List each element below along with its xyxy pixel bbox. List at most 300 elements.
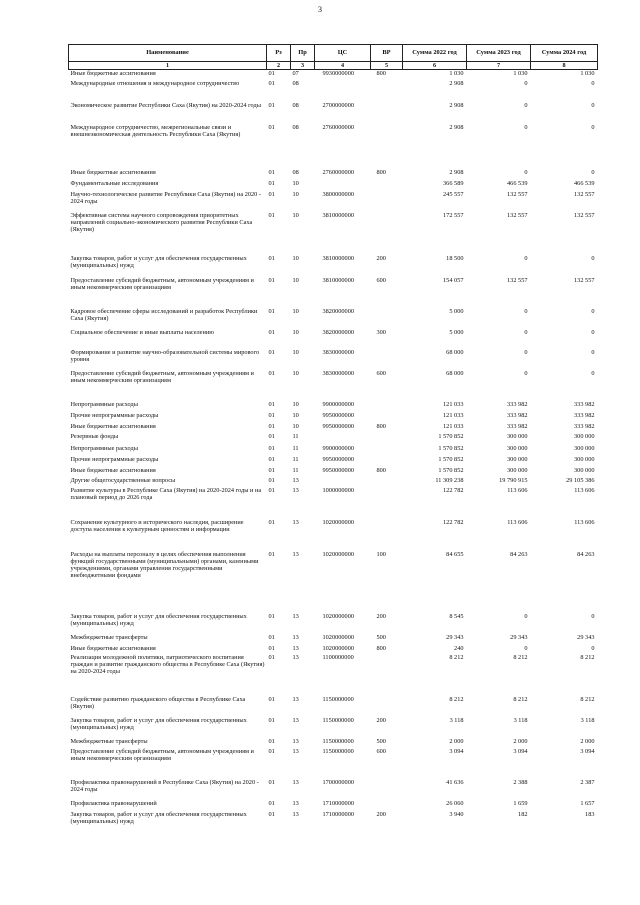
cell-name: Эффективная система научного сопровождения приоритетных направлений социально-экономического развития Республики Саха (Якутия) <box>70 211 253 234</box>
cell-sum-2024: 8 212 <box>580 695 595 703</box>
header-pr: Пр <box>291 45 315 62</box>
cell-rz: 01 <box>268 123 275 131</box>
cell-vr <box>371 412 403 423</box>
table-row <box>69 212 598 255</box>
cell-rz: 01 <box>268 695 275 703</box>
cell-cs: 1150000000 <box>322 695 354 703</box>
cell-sum-2024: 0 <box>591 328 595 336</box>
cell-sum-2023: 0 <box>524 612 528 620</box>
cell-rz: 01 <box>268 716 275 724</box>
cell-name: Предоставление субсидий бюджетным, автономным учреждениям и иным некоммерческим организациям <box>70 276 254 291</box>
cell-rz: 01 <box>268 737 275 745</box>
cell-pr: 13 <box>292 799 299 807</box>
cell-sum-2022: 3 118 <box>449 716 464 724</box>
cell-name: Непрограммные расходы <box>70 444 138 452</box>
cell-sum-2024: 333 982 <box>574 400 595 408</box>
cell-sum-2024: 0 <box>591 612 595 620</box>
cell-sum-2024: 132 557 <box>574 276 595 284</box>
cell-name: Экономическое развитие Республики Саха (Якутия) на 2020-2024 годы <box>70 101 261 109</box>
cell-name: Развитие культуры в Республике Саха (Якутия) на 2020-2024 годы и на плановый период до 2026 года <box>70 486 262 501</box>
cell-sum-2023: 0 <box>524 348 528 356</box>
cell-name: Закупка товаров, работ и услуг для обеспечения государственных (муниципальных) нужд <box>70 716 247 731</box>
table-body <box>69 70 598 831</box>
cell-pr: 13 <box>292 612 299 620</box>
cell-sum-2024: 0 <box>591 369 595 377</box>
cell-sum-2024: 132 557 <box>574 190 595 198</box>
cell-cs: 1020000000 <box>322 612 354 620</box>
cell-sum-2022: 2 000 <box>449 737 464 745</box>
cell-name: Фундаментальные исследования <box>70 179 159 187</box>
cell-sum-2023: 1 030 <box>513 70 528 78</box>
cell-rz: 01 <box>268 747 275 755</box>
header-rz: Рз <box>267 45 291 62</box>
column-number: 8 <box>531 62 598 70</box>
cell-pr: 10 <box>292 179 299 187</box>
cell-vr: 800 <box>376 466 386 474</box>
cell-sum-2023: 19 790 915 <box>499 476 528 484</box>
cell-vr: 200 <box>376 810 386 818</box>
table-row <box>69 634 598 645</box>
cell-cs: 1150000000 <box>322 737 354 745</box>
table-row <box>69 717 598 738</box>
cell-sum-2023: 2 000 <box>513 737 528 745</box>
cell-cs: 9930000000 <box>322 70 354 78</box>
cell-rz: 01 <box>268 486 275 494</box>
cell-pr: 08 <box>292 168 299 176</box>
cell-sum-2023: 0 <box>524 79 528 87</box>
cell-sum-2023: 3 118 <box>513 716 528 724</box>
cell-sum-2024: 333 982 <box>574 422 595 430</box>
cell-name: Реализация молодежной политики, патриотического воспитания граждан и развитие гражданского общества в Республике Саха (Якутия) на 2020-2024 годы <box>70 653 265 676</box>
cell-cs: 3810000000 <box>322 254 354 262</box>
cell-cs: 3810000000 <box>322 211 354 219</box>
cell-sum-2024: 3 118 <box>580 716 595 724</box>
cell-sum-2023: 300 000 <box>507 466 528 474</box>
cell-pr: 13 <box>292 486 299 494</box>
cell-name: Прочие непрограммные расходы <box>70 411 159 419</box>
cell-rz: 01 <box>268 466 275 474</box>
cell-rz: 01 <box>268 168 275 176</box>
cell-sum-2023: 113 606 <box>507 518 528 526</box>
cell-vr <box>371 779 403 800</box>
table-row <box>69 370 598 401</box>
cell-rz: 01 <box>268 179 275 187</box>
cell-sum-2023: 8 212 <box>513 653 528 661</box>
cell-vr: 800 <box>376 422 386 430</box>
cell-cs: 1020000000 <box>322 644 354 652</box>
cell-rz: 01 <box>268 653 275 661</box>
table-row <box>69 423 598 433</box>
cell-pr: 10 <box>292 328 299 336</box>
cell-vr <box>371 433 403 445</box>
cell-rz: 01 <box>268 432 275 440</box>
cell-vr <box>371 477 403 487</box>
cell-rz: 01 <box>268 518 275 526</box>
cell-vr: 200 <box>376 716 386 724</box>
cell-sum-2024: 183 <box>585 810 595 818</box>
cell-sum-2022: 5 000 <box>449 307 464 315</box>
column-number: 4 <box>315 62 371 70</box>
cell-name: Закупка товаров, работ и услуг для обеспечения государственных (муниципальных) нужд <box>70 612 247 627</box>
cell-rz: 01 <box>268 79 275 87</box>
cell-pr: 13 <box>292 810 299 818</box>
cell-name: Иные бюджетные ассигнования <box>70 70 156 78</box>
cell-vr <box>371 445 403 456</box>
cell-sum-2022: 2 908 <box>449 101 464 109</box>
cell-pr: 13 <box>292 644 299 652</box>
cell-cs: 3800000000 <box>322 190 354 198</box>
cell-sum-2022: 2 908 <box>449 79 464 87</box>
cell-cs: 9950000000 <box>322 466 354 474</box>
cell-vr: 200 <box>376 254 386 262</box>
cell-pr: 11 <box>292 455 299 463</box>
cell-sum-2022: 1 030 <box>449 70 464 78</box>
table-row <box>69 70 598 80</box>
cell-cs: 1020000000 <box>322 633 354 641</box>
table-row <box>69 811 598 831</box>
table-row <box>69 169 598 180</box>
column-number: 5 <box>371 62 403 70</box>
cell-name: Иные бюджетные ассигнования <box>70 168 156 176</box>
cell-sum-2023: 0 <box>524 254 528 262</box>
cell-sum-2024: 466 539 <box>574 179 595 187</box>
cell-pr: 07 <box>292 70 299 78</box>
cell-name: Иные бюджетные ассигнования <box>70 466 156 474</box>
cell-sum-2022: 5 000 <box>449 328 464 336</box>
cell-name: Профилактика правонарушений в Республике Саха (Якутия) на 2020 - 2024 годы <box>70 778 259 793</box>
cell-name: Иные бюджетные ассигнования <box>70 644 156 652</box>
cell-sum-2023: 113 606 <box>507 486 528 494</box>
cell-sum-2024: 0 <box>591 348 595 356</box>
cell-pr: 13 <box>292 653 299 661</box>
cell-vr: 600 <box>376 747 386 755</box>
budget-table <box>68 44 598 831</box>
cell-sum-2022: 68 000 <box>446 348 464 356</box>
cell-sum-2022: 121 033 <box>443 422 464 430</box>
cell-rz: 01 <box>268 444 275 452</box>
header-sum-2022: Сумма 2022 год <box>403 45 467 62</box>
cell-sum-2022: 29 343 <box>446 633 464 641</box>
cell-sum-2023: 0 <box>524 369 528 377</box>
cell-sum-2024: 1 657 <box>580 799 595 807</box>
cell-vr <box>371 401 403 412</box>
cell-sum-2022: 11 309 238 <box>435 476 464 484</box>
cell-name: Предоставление субсидий бюджетным, автономным учреждениям и иным некоммерческим организациям <box>70 369 254 384</box>
cell-vr <box>371 800 403 811</box>
cell-pr: 10 <box>292 254 299 262</box>
cell-sum-2022: 1 570 852 <box>438 432 464 440</box>
cell-pr: 13 <box>292 695 299 703</box>
cell-vr <box>371 308 403 329</box>
cell-cs: 2760000000 <box>322 168 354 176</box>
cell-cs <box>315 180 371 191</box>
cell-name: Резервные фонды <box>70 432 119 440</box>
cell-sum-2024: 0 <box>591 123 595 131</box>
cell-cs: 1710000000 <box>322 810 354 818</box>
cell-pr: 13 <box>292 778 299 786</box>
header-name: Наименование <box>69 45 267 62</box>
table-row <box>69 551 598 613</box>
cell-rz: 01 <box>268 348 275 356</box>
header-sum-2023: Сумма 2023 год <box>467 45 531 62</box>
cell-sum-2024: 8 212 <box>580 653 595 661</box>
cell-vr <box>371 191 403 212</box>
cell-sum-2024: 113 606 <box>574 486 595 494</box>
cell-cs: 9950000000 <box>322 455 354 463</box>
cell-rz: 01 <box>268 101 275 109</box>
cell-pr: 10 <box>292 348 299 356</box>
cell-pr: 10 <box>292 211 299 219</box>
cell-cs: 9900000000 <box>322 400 354 408</box>
cell-cs <box>315 477 371 487</box>
cell-sum-2023: 0 <box>524 328 528 336</box>
cell-rz: 01 <box>268 211 275 219</box>
cell-vr: 500 <box>376 737 386 745</box>
cell-sum-2024: 2 000 <box>580 737 595 745</box>
cell-sum-2024: 0 <box>591 254 595 262</box>
cell-name: Кадровое обеспечение сферы исследований и разработок Республики Саха (Якутия) <box>70 307 258 322</box>
cell-sum-2024: 0 <box>591 307 595 315</box>
cell-pr: 10 <box>292 307 299 315</box>
cell-cs: 2760000000 <box>322 123 354 131</box>
cell-sum-2023: 333 982 <box>507 411 528 419</box>
cell-cs: 3810000000 <box>322 276 354 284</box>
cell-name: Другие общегосударственные вопросы <box>70 476 176 484</box>
table-row <box>69 800 598 811</box>
cell-name: Расходы на выплаты персоналу в целях обеспечения выполнения функций государственными (муниципальными) органами, казенными учреждениями, органами управления государственными внебюджетными фондами <box>70 550 259 580</box>
cell-sum-2023: 0 <box>524 123 528 131</box>
cell-sum-2024: 0 <box>591 644 595 652</box>
header-vr: ВР <box>371 45 403 62</box>
cell-sum-2022: 245 557 <box>443 190 464 198</box>
cell-sum-2024: 300 000 <box>574 444 595 452</box>
cell-cs: 3830000000 <box>322 348 354 356</box>
cell-vr: 800 <box>376 168 386 176</box>
cell-cs: 1000000000 <box>322 486 354 494</box>
cell-sum-2023: 0 <box>524 101 528 109</box>
cell-vr: 800 <box>376 70 386 78</box>
cell-cs: 1020000000 <box>322 518 354 526</box>
cell-vr: 500 <box>376 633 386 641</box>
cell-sum-2022: 84 655 <box>446 550 464 558</box>
cell-sum-2023: 2 388 <box>513 778 528 786</box>
cell-name: Непрограммные расходы <box>70 400 138 408</box>
cell-name: Закупка товаров, работ и услуг для обеспечения государственных (муниципальных) нужд <box>70 810 247 825</box>
table-row <box>69 696 598 717</box>
cell-sum-2022: 68 000 <box>446 369 464 377</box>
cell-vr: 600 <box>376 369 386 377</box>
cell-sum-2023: 8 212 <box>513 695 528 703</box>
cell-name: Межбюджетные трансферты <box>70 737 148 745</box>
table-row <box>69 445 598 456</box>
cell-pr: 13 <box>292 476 299 484</box>
cell-sum-2023: 0 <box>524 307 528 315</box>
cell-rz: 01 <box>268 778 275 786</box>
table-row <box>69 124 598 169</box>
cell-cs <box>315 80 371 102</box>
cell-sum-2022: 2 908 <box>449 168 464 176</box>
cell-vr: 200 <box>376 612 386 620</box>
cell-sum-2023: 1 659 <box>513 799 528 807</box>
cell-pr: 13 <box>292 518 299 526</box>
cell-sum-2024: 1 030 <box>580 70 595 78</box>
cell-vr: 100 <box>376 550 386 558</box>
cell-sum-2022: 3 094 <box>449 747 464 755</box>
cell-sum-2022: 121 033 <box>443 411 464 419</box>
cell-pr: 10 <box>292 422 299 430</box>
table-row <box>69 102 598 124</box>
cell-pr: 10 <box>292 276 299 284</box>
column-number: 2 <box>267 62 291 70</box>
cell-cs: 1150000000 <box>322 716 354 724</box>
cell-cs: 9950000000 <box>322 411 354 419</box>
table-row <box>69 349 598 370</box>
cell-sum-2024: 0 <box>591 79 595 87</box>
cell-name: Закупка товаров, работ и услуг для обеспечения государственных (муниципальных) нужд <box>70 254 247 269</box>
cell-name: Межбюджетные трансферты <box>70 633 148 641</box>
cell-sum-2022: 1 570 852 <box>438 444 464 452</box>
cell-sum-2022: 366 589 <box>443 179 464 187</box>
cell-cs: 9950000000 <box>322 422 354 430</box>
cell-pr: 11 <box>292 432 299 440</box>
cell-sum-2023: 300 000 <box>507 432 528 440</box>
cell-sum-2024: 0 <box>591 101 595 109</box>
cell-sum-2023: 300 000 <box>507 444 528 452</box>
cell-pr: 11 <box>292 444 299 452</box>
table-row <box>69 433 598 445</box>
table-row <box>69 401 598 412</box>
column-number-row <box>69 62 598 70</box>
cell-rz: 01 <box>268 328 275 336</box>
table-row <box>69 748 598 779</box>
cell-sum-2022: 18 500 <box>446 254 464 262</box>
table-row <box>69 519 598 551</box>
table-row <box>69 277 598 308</box>
cell-sum-2022: 240 <box>454 644 464 652</box>
cell-name: Содействие развитию гражданского общества в Республике Саха (Якутия) <box>70 695 246 710</box>
cell-rz: 01 <box>268 612 275 620</box>
cell-sum-2024: 2 387 <box>580 778 595 786</box>
cell-name: Научно-технологическое развитие Республики Саха (Якутия) на 2020 - 2024 годы <box>70 190 261 205</box>
cell-sum-2024: 300 000 <box>574 455 595 463</box>
cell-pr: 08 <box>292 79 299 87</box>
cell-name: Социальное обеспечение и иные выплаты населению <box>70 328 214 336</box>
table-row <box>69 412 598 423</box>
cell-sum-2023: 182 <box>518 810 528 818</box>
cell-name: Международные отношения и международное сотрудничество <box>70 79 240 87</box>
cell-sum-2022: 26 060 <box>446 799 464 807</box>
cell-pr: 10 <box>292 400 299 408</box>
cell-rz: 01 <box>268 455 275 463</box>
cell-cs: 9900000000 <box>322 444 354 452</box>
cell-rz: 01 <box>268 276 275 284</box>
cell-vr <box>371 102 403 124</box>
cell-sum-2023: 333 982 <box>507 422 528 430</box>
cell-pr: 08 <box>292 101 299 109</box>
cell-sum-2023: 29 343 <box>510 633 528 641</box>
table-row <box>69 487 598 519</box>
cell-cs: 1700000000 <box>322 778 354 786</box>
cell-vr <box>371 349 403 370</box>
cell-pr: 11 <box>292 466 299 474</box>
cell-cs: 3820000000 <box>322 328 354 336</box>
cell-name: Прочие непрограммные расходы <box>70 455 159 463</box>
header-sum-2024: Сумма 2024 год <box>531 45 598 62</box>
table-row <box>69 191 598 212</box>
column-number: 1 <box>69 62 267 70</box>
cell-name: Сохранение культурного и исторического наследия, расширение доступа населения к культурным ценностям и информации <box>70 518 244 533</box>
cell-name: Международное сотрудничество, межрегиональные связи и внешнеэкономическая деятельность Республики Саха (Якутия) <box>70 123 241 138</box>
cell-pr: 13 <box>292 716 299 724</box>
page-number: 3 <box>318 5 322 14</box>
cell-sum-2023: 3 094 <box>513 747 528 755</box>
cell-sum-2022: 1 570 852 <box>438 455 464 463</box>
cell-sum-2024: 300 000 <box>574 432 595 440</box>
column-number: 6 <box>403 62 467 70</box>
cell-rz: 01 <box>268 810 275 818</box>
cell-sum-2024: 29 105 386 <box>566 476 595 484</box>
cell-sum-2022: 172 557 <box>443 211 464 219</box>
cell-sum-2023: 300 000 <box>507 455 528 463</box>
cell-cs: 1020000000 <box>322 550 354 558</box>
header-row <box>69 45 598 62</box>
cell-name: Иные бюджетные ассигнования <box>70 422 156 430</box>
cell-sum-2023: 333 982 <box>507 400 528 408</box>
table-row <box>69 80 598 102</box>
cell-rz: 01 <box>268 422 275 430</box>
cell-sum-2024: 132 557 <box>574 211 595 219</box>
cell-pr: 10 <box>292 190 299 198</box>
cell-pr: 13 <box>292 550 299 558</box>
cell-sum-2024: 333 982 <box>574 411 595 419</box>
cell-cs: 3830000000 <box>322 369 354 377</box>
table-row <box>69 613 598 634</box>
cell-sum-2022: 122 782 <box>443 486 464 494</box>
cell-vr <box>371 124 403 169</box>
cell-sum-2022: 8 212 <box>449 653 464 661</box>
table-row <box>69 456 598 467</box>
cell-sum-2022: 3 940 <box>449 810 464 818</box>
column-number: 3 <box>291 62 315 70</box>
cell-cs: 1100000000 <box>322 653 354 661</box>
cell-vr <box>371 212 403 255</box>
cell-rz: 01 <box>268 633 275 641</box>
cell-pr: 13 <box>292 633 299 641</box>
table-row <box>69 477 598 487</box>
cell-sum-2024: 113 606 <box>574 518 595 526</box>
cell-cs: 1710000000 <box>322 799 354 807</box>
cell-vr: 600 <box>376 276 386 284</box>
cell-cs: 1150000000 <box>322 747 354 755</box>
cell-pr: 13 <box>292 747 299 755</box>
cell-vr <box>371 696 403 717</box>
table-row <box>69 255 598 277</box>
table-row <box>69 180 598 191</box>
cell-sum-2022: 8 212 <box>449 695 464 703</box>
cell-name: Профилактика правонарушений <box>70 799 157 807</box>
cell-sum-2023: 84 263 <box>510 550 528 558</box>
cell-rz: 01 <box>268 550 275 558</box>
cell-rz: 01 <box>268 644 275 652</box>
cell-sum-2024: 84 263 <box>577 550 595 558</box>
table-row <box>69 654 598 696</box>
cell-sum-2022: 8 545 <box>449 612 464 620</box>
cell-sum-2024: 29 343 <box>577 633 595 641</box>
cell-vr <box>371 80 403 102</box>
cell-sum-2022: 2 908 <box>449 123 464 131</box>
cell-vr <box>371 654 403 696</box>
cell-vr: 800 <box>376 644 386 652</box>
